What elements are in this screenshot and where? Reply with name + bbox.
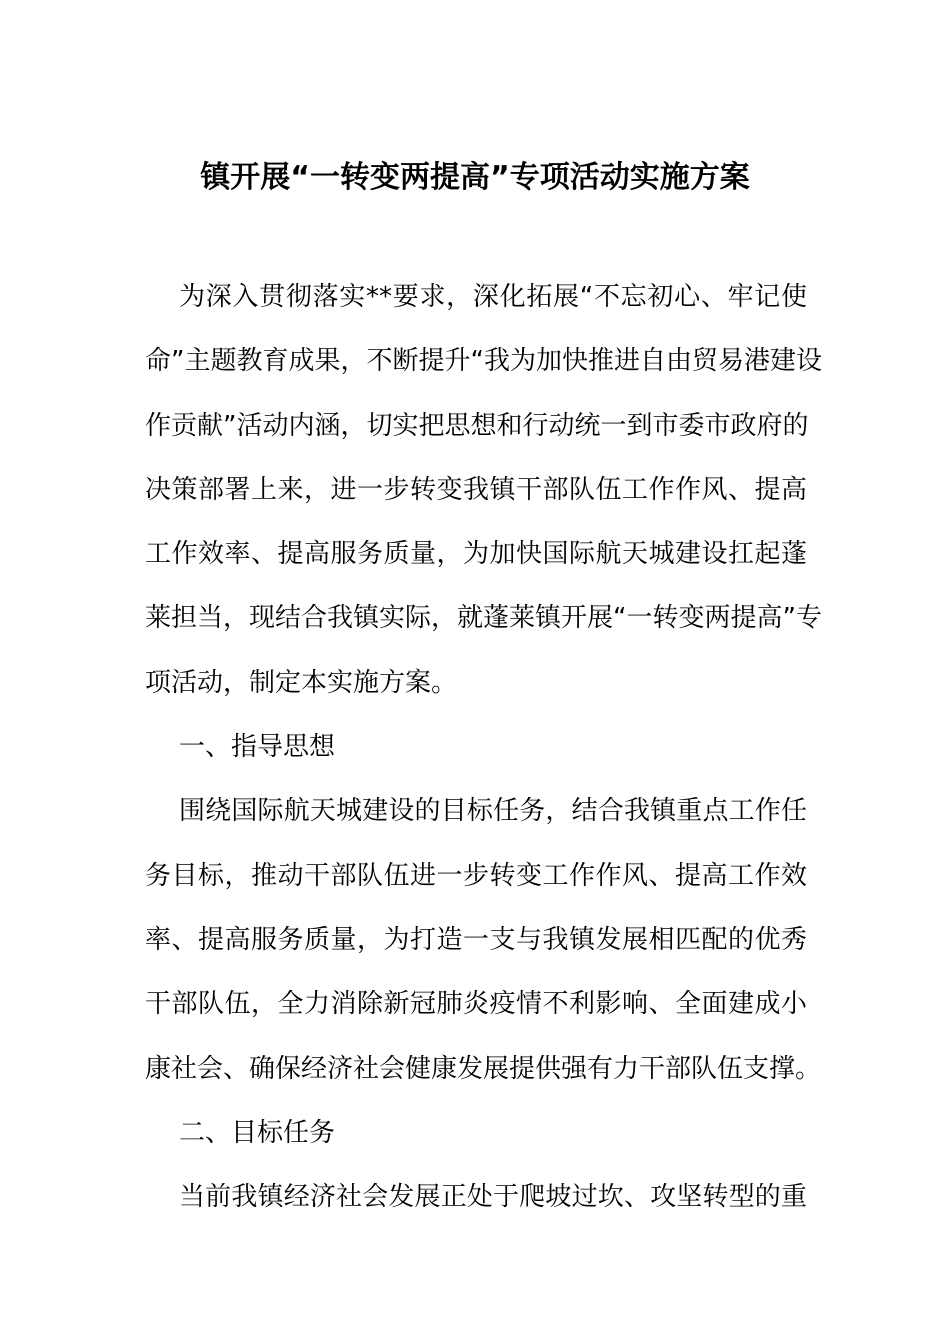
paragraph-line: 工作效率、提高服务质量，为加快国际航天城建设扛起蓬 [145, 539, 807, 570]
paragraph-line: 项活动，制定本实施方案。 [145, 667, 458, 698]
paragraph-line: 康社会、确保经济社会健康发展提供强有力干部队伍支撑。 [145, 1053, 822, 1084]
paragraph-line: 命”主题教育成果，不断提升“我为加快推进自由贸易港建设 [145, 346, 822, 377]
document-body [145, 265, 822, 1229]
paragraph-line: 率、提高服务质量，为打造一支与我镇发展相匹配的优秀 [145, 924, 807, 955]
section-heading-goals-tasks: 二、目标任务 [179, 1117, 336, 1148]
paragraph-line: 作贡献”活动内涵，切实把思想和行动统一到市委市政府的 [145, 410, 809, 441]
paragraph-line: 务目标，推动干部队伍进一步转变工作作风、提高工作效 [145, 860, 807, 891]
paragraph-line: 莱担当，现结合我镇实际，就蓬莱镇开展“一转变两提高”专 [145, 603, 822, 634]
paragraph-line: 为深入贯彻落实**要求，深化拓展“不忘初心、牢记使 [179, 282, 807, 312]
section-heading-guiding-ideology: 一、指导思想 [179, 732, 336, 763]
document-title: 镇开展“一转变两提高”专项活动实施方案 [200, 160, 750, 195]
paragraph-line: 决策部署上来，进一步转变我镇干部队伍工作作风、提高 [145, 474, 807, 505]
paragraph-line: 围绕国际航天城建设的目标任务，结合我镇重点工作任 [179, 796, 807, 827]
paragraph-line: 当前我镇经济社会发展正处于爬坡过坎、攻坚转型的重 [179, 1182, 807, 1213]
paragraph-line: 干部队伍，全力消除新冠肺炎疫情不利影响、全面建成小 [145, 989, 807, 1020]
